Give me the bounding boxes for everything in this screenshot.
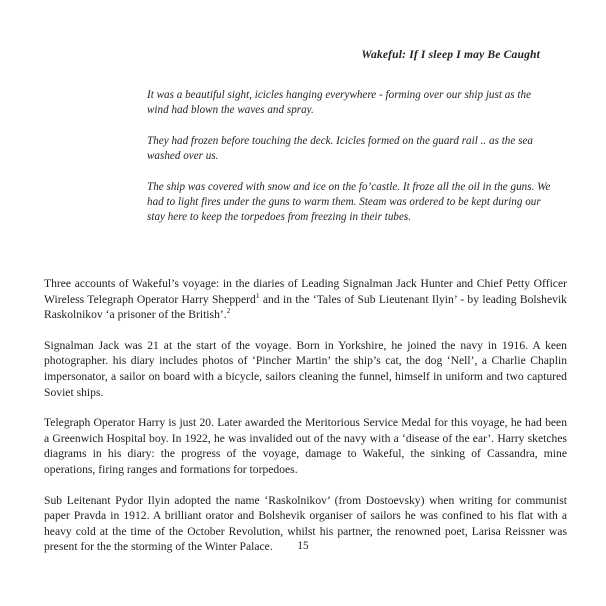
body-paragraph: Telegraph Operator Harry is just 20. Later awarded the Meritorious Service Medal for this voyage, he had been a Greenwich Hospital boy. In 1922, he was invalided out of the navy with a ‘disease of the ear’. Harry sketches diagrams in his diary: the progress of the voyage, damage to Wakeful, the sinking of Cassandra, mine operations, firing ranges and formations for torpedoes. — [44, 416, 567, 476]
block-quote-paragraph: It was a beautiful sight, icicles hanging everywhere - forming over our ship just as the wind had blown the waves and spray. — [147, 89, 532, 116]
block-quote-paragraph: The ship was covered with snow and ice on the fo’castle. It froze all the oil in the guns. We had to light fires under the guns to warm them. Steam was ordered to be kept during our stay here to keep the torpedoes from freezing in their tubes. — [147, 181, 551, 223]
page-number: 15 — [297, 540, 309, 552]
footnote-marker: 2 — [226, 306, 231, 316]
body-text-block — [44, 276, 567, 555]
quote-block — [147, 88, 553, 225]
body-paragraph-text: and in the ‘Tales of Sub Lieutenant Ilyin’ - by leading Bolshevik Raskolnikov ‘a prisoner of the British’. — [44, 292, 567, 322]
body-paragraph — [44, 276, 567, 323]
body-paragraph-text: Three accounts of Wakeful’s voyage: in the diaries of Leading Signalman Jack Hunter and Chief Petty Officer Wireless Telegraph Operator Harry Shepperd — [44, 277, 567, 306]
body-paragraph: Signalman Jack was 21 at the start of the voyage. Born in Yorkshire, he joined the navy in 1916. A keen photographer. his diary includes photos of ‘Pincher Martin’ the ship’s cat, the dog ‘Nell’, a Charlie Chaplin impersonator, a sailor on board with a bicycle, sailors cleaning the funnel, himself in uniform and two captured Soviet ships. — [44, 338, 567, 399]
block-quote-paragraph: They had frozen before touching the deck. Icicles formed on the guard rail .. as the sea washed over us. — [147, 135, 533, 162]
body-paragraph: Sub Leitenant Pydor Ilyin adopted the name ‘Raskolnikov’ (from Dostoevsky) when writing for communist paper Pravda in 1912. A brilliant orator and Bolshevik organiser of sailors he was confined to his flat with a heavy cold at the time of the October Revolution, whilst his partner, the renowned poet, Larisa Reissner was present for the the storming of the Winter Palace. — [44, 493, 567, 554]
footnote-marker: 1 — [255, 290, 260, 300]
running-header: Wakeful: If I sleep I may Be Caught — [361, 48, 540, 61]
